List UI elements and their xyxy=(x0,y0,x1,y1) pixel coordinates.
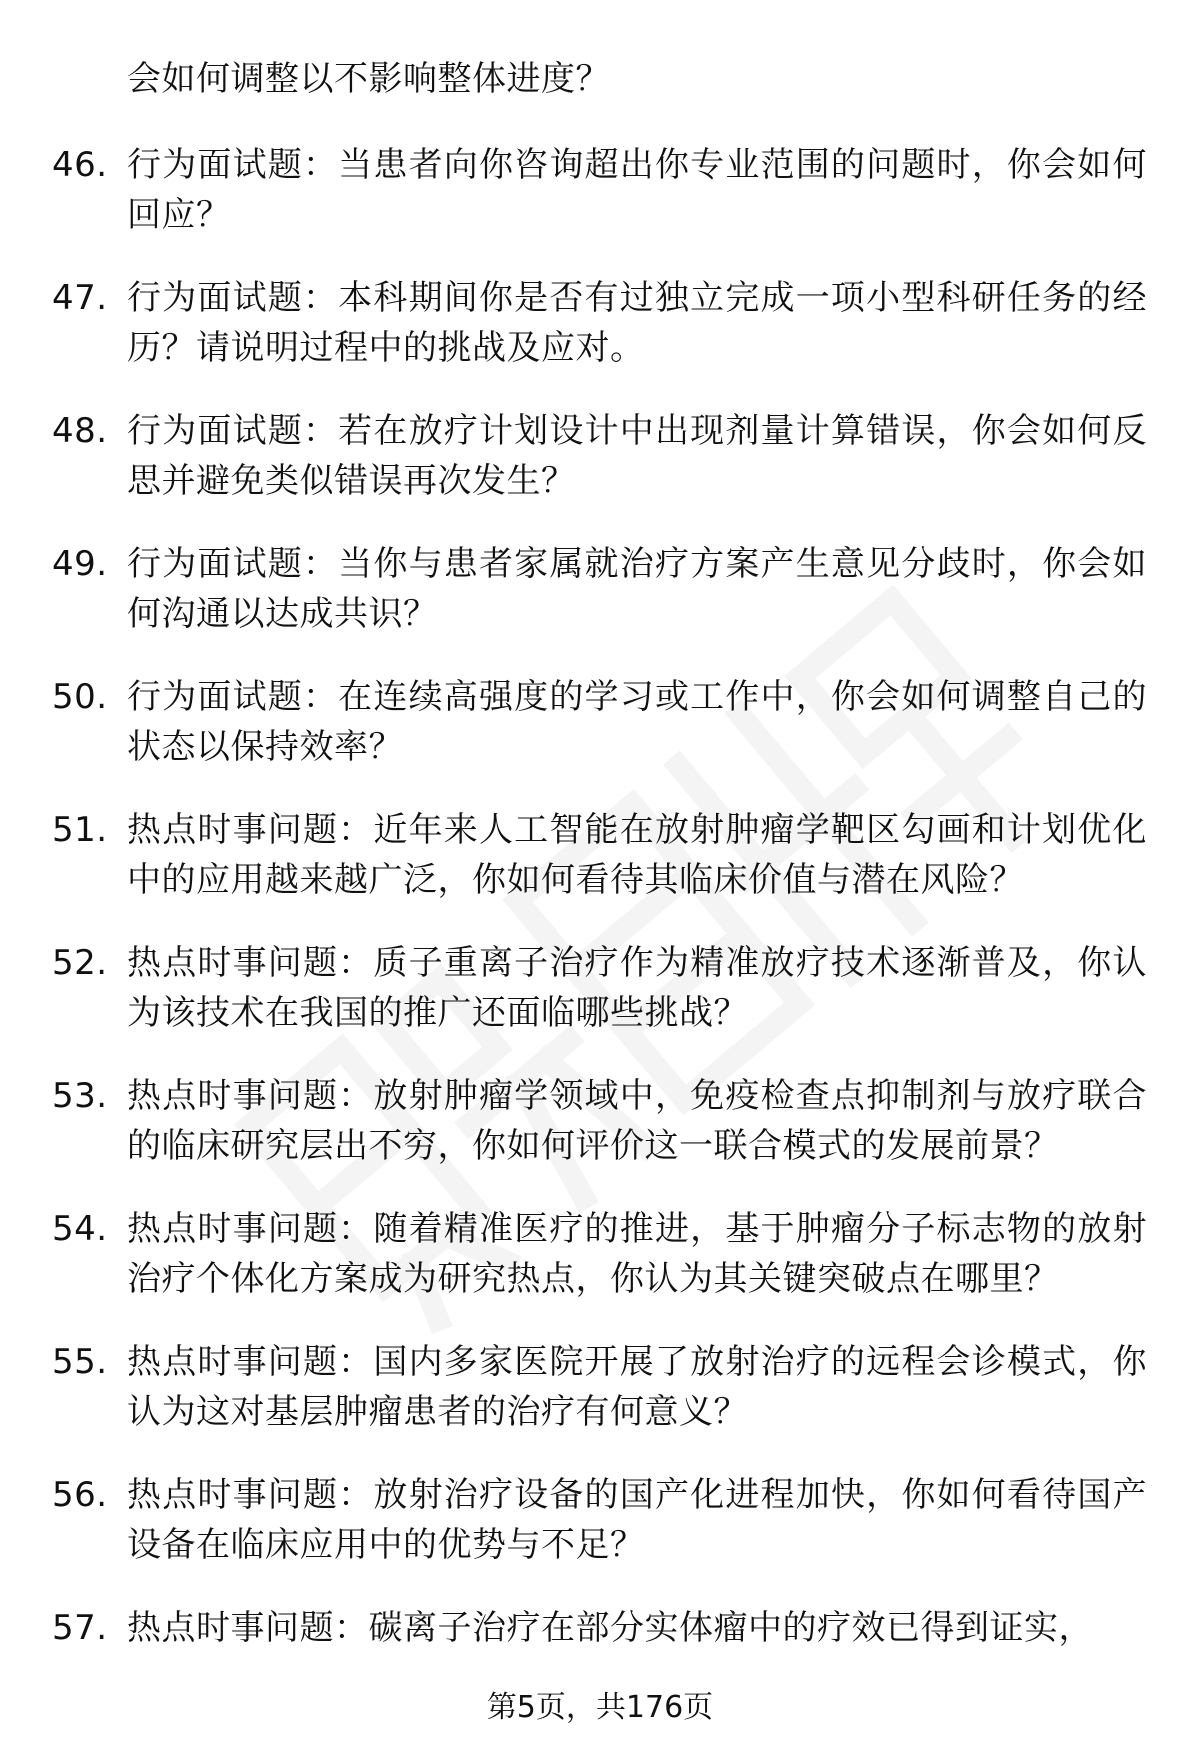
question-number: 51. xyxy=(52,810,108,850)
question-text: 行为面试题：本科期间你是否有过独立完成一项小型科研任务的经历？请说明过程中的挑战及应对。 xyxy=(127,278,1147,368)
question-item xyxy=(0,406,1200,539)
question-item xyxy=(0,938,1200,1071)
question-list xyxy=(0,140,1200,1736)
question-text: 热点时事问题：随着精准医疗的推进，基于肿瘤分子标志物的放射治疗个体化方案成为研究热点，你认为其关键突破点在哪里？ xyxy=(127,1209,1147,1299)
question-number: 47. xyxy=(52,278,108,318)
question-item xyxy=(0,1071,1200,1204)
question-item xyxy=(0,1470,1200,1603)
question-item xyxy=(0,539,1200,672)
question-number: 56. xyxy=(52,1475,108,1515)
question-number: 53. xyxy=(52,1076,108,1116)
question-text: 行为面试题：当患者向你咨询超出你专业范围的问题时，你会如何回应？ xyxy=(127,145,1147,235)
question-number: 55. xyxy=(52,1342,108,1382)
question-text: 热点时事问题：放射肿瘤学领域中，免疫检查点抑制剂与放疗联合的临床研究层出不穷，你如何评价这一联合模式的发展前景？ xyxy=(127,1076,1147,1166)
question-text: 热点时事问题：碳离子治疗在部分实体瘤中的疗效已得到证实， xyxy=(127,1608,1093,1648)
question-number: 48. xyxy=(52,411,108,451)
question-item xyxy=(0,1337,1200,1470)
question-item xyxy=(0,140,1200,273)
question-number: 46. xyxy=(52,145,108,185)
question-number: 52. xyxy=(52,943,108,983)
page-footer: 第5页，共176页 xyxy=(486,1690,714,1725)
question-text: 热点时事问题：放射治疗设备的国产化进程加快，你如何看待国产设备在临床应用中的优势与不足？ xyxy=(127,1475,1147,1565)
continuation-text: 会如何调整以不影响整体进度？ xyxy=(127,59,610,99)
question-text: 热点时事问题：近年来人工智能在放射肿瘤学靶区勾画和计划优化中的应用越来越广泛，你如何看待其临床价值与潜在风险？ xyxy=(127,810,1147,900)
question-item xyxy=(0,273,1200,406)
question-text: 热点时事问题：质子重离子治疗作为精准放疗技术逐渐普及，你认为该技术在我国的推广还面临哪些挑战？ xyxy=(127,943,1147,1033)
question-item xyxy=(0,1204,1200,1337)
question-number: 57. xyxy=(52,1608,108,1648)
question-number: 50. xyxy=(52,677,108,717)
question-item xyxy=(0,672,1200,805)
question-text: 行为面试题：若在放疗计划设计中出现剂量计算错误，你会如何反思并避免类似错误再次发生？ xyxy=(127,411,1147,501)
question-number: 54. xyxy=(52,1209,108,1249)
question-text: 行为面试题：在连续高强度的学习或工作中，你会如何调整自己的状态以保持效率？ xyxy=(127,677,1147,767)
question-item xyxy=(0,805,1200,938)
question-text: 热点时事问题：国内多家医院开展了放射治疗的远程会诊模式，你认为这对基层肿瘤患者的治疗有何意义？ xyxy=(127,1342,1147,1432)
question-number: 49. xyxy=(52,544,108,584)
question-text: 行为面试题：当你与患者家属就治疗方案产生意见分歧时，你会如何沟通以达成共识？ xyxy=(127,544,1147,634)
